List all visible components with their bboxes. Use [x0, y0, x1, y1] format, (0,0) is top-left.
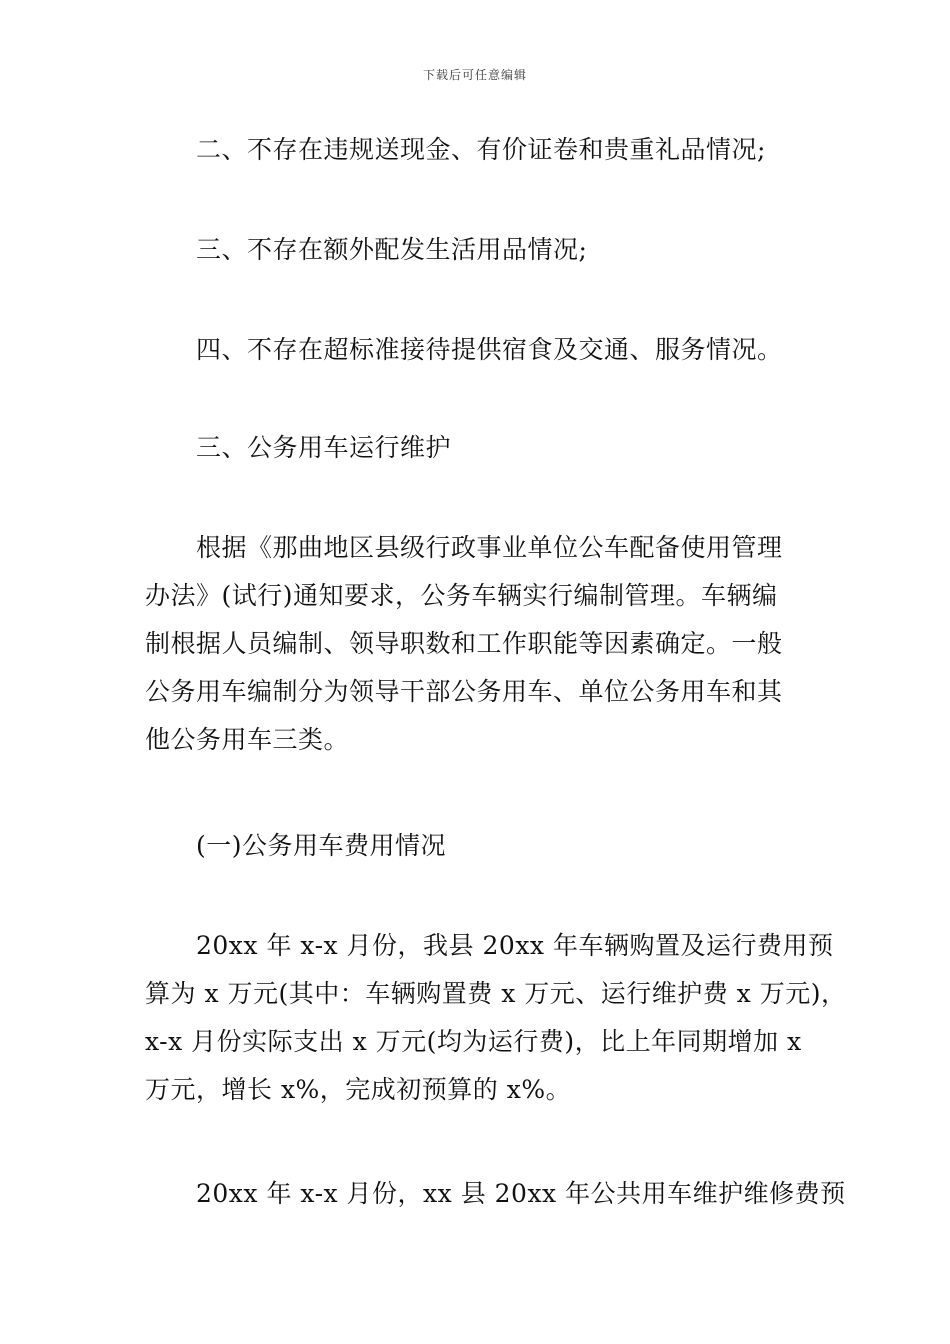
paragraph-line: x-x 月份实际支出 x 万元(均为运行费)，比上年同期增加 x	[145, 1027, 802, 1056]
paragraph-line: 万元，增长 x%，完成初预算的 x%。	[145, 1075, 572, 1104]
paragraph-line: 算为 x 万元(其中：车辆购置费 x 万元、运行维护费 x 万元)，	[145, 979, 847, 1008]
list-item-2: 二、不存在违规送现金、有价证卷和贵重礼品情况;	[196, 135, 766, 164]
paragraph-line: 20xx 年 x-x 月份，我县 20xx 年车辆购置及运行费用预	[196, 931, 834, 960]
paragraph-line: 根据《那曲地区县级行政事业单位公车配备使用管理	[196, 533, 783, 562]
header-note: 下载后可任意编辑	[422, 68, 527, 82]
subsection-heading: (一)公务用车费用情况	[196, 831, 447, 860]
paragraph-line: 公务用车编制分为领导干部公务用车、单位公务用车和其	[145, 677, 783, 706]
paragraph-maintenance-cost	[145, 1170, 846, 1218]
paragraph-line: 他公务用车三类。	[145, 725, 350, 754]
list-item-3: 三、不存在额外配发生活用品情况;	[196, 235, 588, 264]
section-heading: 三、公务用车运行维护	[196, 433, 452, 462]
paragraph-line: 制根据人员编制、领导职数和工作职能等因素确定。一般	[145, 629, 783, 658]
list-item-4: 四、不存在超标准接待提供宿食及交通、服务情况。	[196, 335, 783, 364]
paragraph-line: 办法》(试行)通知要求，公务车辆实行编制管理。车辆编	[145, 581, 778, 610]
paragraph-vehicle-management	[145, 524, 815, 764]
paragraph-cost-summary	[145, 922, 847, 1114]
paragraph-line: 20xx 年 x-x 月份，xx 县 20xx 年公共用车维护维修费预	[196, 1179, 846, 1208]
